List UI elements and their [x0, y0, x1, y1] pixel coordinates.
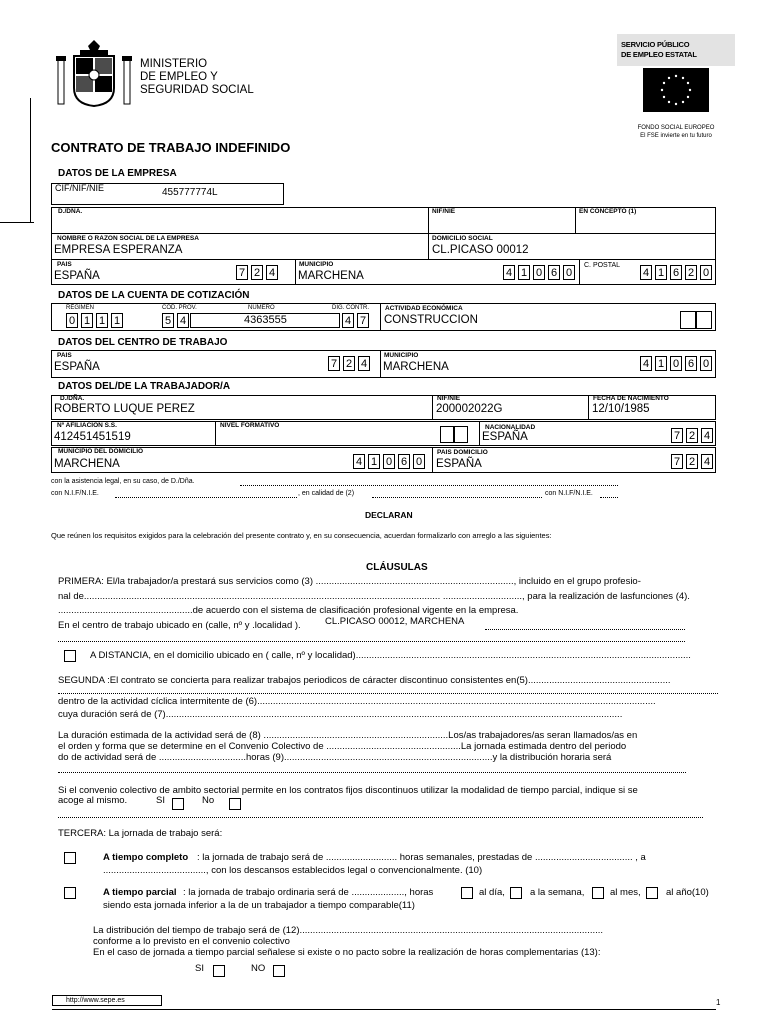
distribucion-line-1: La distribución del tiempo de trabajo será de (12)...................................................................................................................: [93, 925, 604, 936]
empresa-nif-label: NIF/NIE: [432, 208, 456, 215]
con-nif-fill: [115, 497, 297, 498]
regimen-digit: 1: [111, 313, 123, 328]
cpostal-digit: 4: [640, 265, 652, 280]
al-mes-label: al mes,: [610, 887, 641, 898]
code-digit: 6: [685, 356, 697, 371]
calidad-text: , en calidad de (2): [298, 490, 355, 497]
code-digit: 6: [548, 265, 560, 280]
dig-digit: 7: [357, 313, 369, 328]
regimen-label: RÉGIMEN: [66, 305, 95, 311]
declaran-heading: DECLARAN: [365, 510, 413, 520]
duracion-line-3: do de actividad será de .................................horas (9)...............................................................................y la distribución horaria será: [58, 752, 612, 763]
clausulas-heading: CLÁUSULAS: [366, 562, 428, 573]
duracion-line-2: el orden y forma que se determine en el Convenio Colectivo de ...................................................La jornada estimada dentro del periodo: [58, 741, 627, 752]
divider: [428, 207, 429, 234]
al-ano-label: al año(10): [666, 887, 709, 898]
distancia-text: A DISTANCIA, en el domicilio ubicado en ( calle, nº y localidad)...............................................................................................................................: [90, 650, 691, 661]
completo-checkbox[interactable]: [64, 852, 76, 864]
convenio-line-1: Si el convenio colectivo de ambito sectorial permite en los contratos fijos discontinuos utilizar la modalidad de tiempo parcial, indique si se: [58, 785, 638, 796]
code-digit: 2: [686, 454, 698, 469]
code-digit: 0: [700, 356, 712, 371]
regimen-digit: 1: [96, 313, 108, 328]
empresa-pais-value[interactable]: ESPAÑA: [54, 270, 100, 282]
pais-dom-value[interactable]: ESPAÑA: [436, 458, 482, 470]
margin-line: [30, 98, 31, 222]
cpostal-label: C. POSTAL: [584, 262, 621, 269]
completo-title: A tiempo completo: [103, 852, 189, 863]
ministry-name: MINISTERIO DE EMPLEO Y SEGURIDAD SOCIAL: [140, 58, 254, 96]
complementarias-text: En el caso de jornada a tiempo parcial señalese si existe o no pacto sobre la realización de horas complementarias (13):: [93, 947, 601, 958]
parcial-dia-checkbox[interactable]: [461, 887, 473, 899]
con-nif-text-2: con N.I.F/N.I.E.: [545, 490, 593, 497]
divider: [432, 395, 433, 420]
parcial-title: A tiempo parcial: [103, 887, 177, 898]
parcial-ano-checkbox[interactable]: [646, 887, 658, 899]
actividad-code-cell: [680, 311, 696, 329]
divider: [380, 303, 381, 331]
code-digit: 4: [503, 265, 515, 280]
centro-pais-label: PAIS: [57, 352, 72, 359]
numero-value[interactable]: 4363555: [244, 314, 287, 326]
centro-municipio-label: MUNICIPIO: [384, 352, 419, 359]
divider: [579, 259, 580, 285]
convenio-no-checkbox[interactable]: [229, 798, 241, 810]
razon-value[interactable]: EMPRESA ESPERANZA: [54, 244, 183, 256]
completo-line-2: ......................................., con los descansos establecidos legal o convencionalmente. (10): [103, 865, 483, 876]
code-digit: 4: [353, 454, 365, 469]
trabajador-nif-label: NIF/NIE: [437, 395, 461, 402]
code-digit: 1: [655, 356, 667, 371]
cpostal-digit: 1: [655, 265, 667, 280]
footer-line: [52, 1009, 716, 1010]
footer-url[interactable]: http://www.sepe.es: [66, 997, 125, 1004]
segunda-fill: [58, 693, 718, 694]
centro-direccion[interactable]: CL.PICASO 00012, MARCHENA: [325, 616, 465, 627]
segunda-line-1: SEGUNDA :El contrato se concierta para realizar trabajos periodicos de cáracter discontinuo consistentes en(5)......................................................: [58, 675, 671, 686]
si2-label: SI: [195, 963, 204, 974]
numero-label: NÚMERO: [248, 305, 275, 311]
convenio-si-label: SI: [156, 795, 165, 806]
domicilio-value[interactable]: CL.PICASO 00012: [432, 244, 529, 256]
fse-caption: FONDO SOCIAL EUROPEO El FSE invierte en tu futuro: [637, 125, 715, 139]
actividad-value[interactable]: CONSTRUCCION: [384, 314, 478, 326]
afiliacion-label: Nº AFILIACION S.S.: [57, 422, 117, 429]
duracion-line-1: La duración estimada de la actividad será de (8) ......................................................................Los/as trabajadores/as seran llamados/as en: [58, 730, 638, 741]
cif-value[interactable]: 455777774L: [162, 187, 218, 198]
code-digit: 0: [383, 454, 395, 469]
parcial-mes-checkbox[interactable]: [592, 887, 604, 899]
eu-flag-icon: [643, 68, 709, 112]
primera-fill-2: [58, 641, 685, 642]
completo-line-1: : la jornada de trabajo será de ........................... horas semanales, prestadas de ..................................... , a: [197, 852, 646, 863]
complementarias-no-checkbox[interactable]: [273, 965, 285, 977]
cpostal-digit: 6: [670, 265, 682, 280]
divider: [432, 447, 433, 473]
con-nif-fill-2: [600, 497, 618, 498]
coat-of-arms-logo: [54, 38, 134, 110]
afiliacion-value[interactable]: 412451451519: [54, 431, 131, 443]
centro-municipio-value[interactable]: MARCHENA: [383, 361, 449, 373]
primera-line-4: En el centro de trabajo ubicado en (calle, nº y .localidad ).: [58, 620, 301, 631]
page-title: CONTRATO DE TRABAJO INDEFINIDO: [51, 140, 291, 155]
tercera-text: TERCERA: La jornada de trabajo será:: [58, 828, 223, 839]
distribucion-line-2: conforme a lo previsto en el convenio colectivo: [93, 936, 290, 947]
cpostal-digit: 0: [700, 265, 712, 280]
nacionalidad-label: NACIONALIDAD: [485, 424, 536, 431]
prov-digit: 4: [177, 313, 189, 328]
con-nif-text: con N.I.F/N.I.E.: [51, 490, 99, 497]
distancia-checkbox[interactable]: [64, 650, 76, 662]
no2-label: NO: [251, 963, 266, 974]
fecha-value[interactable]: 12/10/1985: [592, 403, 650, 415]
code-digit: 6: [398, 454, 410, 469]
code-digit: 1: [368, 454, 380, 469]
section-title-empresa: DATOS DE LA EMPRESA: [58, 168, 177, 179]
empresa-dna-label: D./DÑA.: [58, 208, 83, 215]
dig-digit: 4: [342, 313, 354, 328]
a-la-semana-label: a la semana,: [530, 887, 585, 898]
al-dia-label: al día,: [479, 887, 505, 898]
primera-fill: [485, 629, 685, 630]
section-title-trabajador: DATOS DEL/DE LA TRABAJADOR/A: [58, 381, 231, 392]
trabajador-dna-label: D./DÑA.: [60, 395, 85, 402]
code-digit: 1: [518, 265, 530, 280]
code-digit: 4: [266, 265, 278, 280]
nivel-cell: [454, 426, 468, 443]
code-digit: 4: [701, 454, 713, 469]
nivel-label: NIVEL FORMATIVO: [220, 422, 280, 429]
segunda-line-3: cuya duración será de (7).............................................................................................................................................................................: [58, 709, 623, 720]
cpostal-digit: 2: [685, 265, 697, 280]
code-digit: 0: [533, 265, 545, 280]
complementarias-si-checkbox[interactable]: [213, 965, 225, 977]
primera-line-3: ...................................................de acuerdo con el sistema de clasificación profesional vigente en la empresa.: [58, 605, 519, 616]
convenio-no-label: No: [202, 795, 215, 806]
mun-dom-label: MUNICIPIO DEL DOMICILIO: [58, 448, 144, 455]
parcial-checkbox[interactable]: [64, 887, 76, 899]
code-digit: 7: [671, 428, 683, 443]
pais-dom-label: PAIS DOMICILIO: [437, 449, 488, 456]
section-title-centro: DATOS DEL CENTRO DE TRABAJO: [58, 337, 228, 348]
duracion-fill: [58, 772, 686, 773]
empresa-pais-label: PAIS: [57, 261, 72, 268]
dig-label: DIG. CONTR.: [332, 305, 369, 311]
reunen-text: Que reúnen los requisitos exigidos para la celebración del presente contrato y, en su consecuencia, acuerdan formalizarlo con arreglo a las siguientes:: [51, 531, 552, 540]
prov-label: COD. PROV.: [162, 305, 197, 311]
parcial-line-2: siendo esta jornada inferior a la de un trabajador a tiempo comparable(11): [103, 900, 415, 911]
trabajador-nif[interactable]: 200002022G: [436, 403, 503, 415]
code-digit: 0: [413, 454, 425, 469]
convenio-fill: [58, 817, 703, 818]
code-digit: 7: [236, 265, 248, 280]
code-digit: 0: [563, 265, 575, 280]
asistencia-fill: [240, 485, 618, 486]
code-digit: 2: [686, 428, 698, 443]
nacionalidad-value[interactable]: ESPAÑA: [482, 431, 528, 443]
convenio-si-checkbox[interactable]: [172, 798, 184, 810]
domicilio-label: DOMICILIO SOCIAL: [432, 235, 493, 242]
code-digit: 0: [670, 356, 682, 371]
prov-digit: 5: [162, 313, 174, 328]
mun-dom-value[interactable]: MARCHENA: [54, 458, 120, 470]
divider: [575, 207, 576, 234]
parcial-line-1: : la jornada de trabajo ordinaria será de ...................., horas: [183, 887, 434, 898]
regimen-digit: 1: [81, 313, 93, 328]
trabajador-nombre[interactable]: ROBERTO LUQUE PEREZ: [54, 403, 195, 415]
asistencia-text: con la asistencia legal, en su caso, de D./Dña.: [51, 478, 195, 485]
code-digit: 2: [343, 356, 355, 371]
nivel-cell: [440, 426, 454, 443]
code-digit: 2: [251, 265, 263, 280]
regimen-digit: 0: [66, 313, 78, 328]
convenio-line-2: acoge al mismo.: [58, 795, 128, 806]
divider: [295, 259, 296, 285]
divider: [215, 421, 216, 446]
code-digit: 7: [328, 356, 340, 371]
actividad-code-cell: [696, 311, 712, 329]
divider: [588, 395, 589, 420]
parcial-semana-checkbox[interactable]: [510, 887, 522, 899]
divider: [380, 350, 381, 378]
sepe-logo: SERVICIO PÚBLICO DE EMPLEO ESTATAL: [617, 34, 735, 66]
margin-tick: [0, 222, 34, 223]
razon-label: NOMBRE O RAZON SOCIAL DE LA EMPRESA: [57, 235, 199, 242]
calidad-fill: [372, 497, 542, 498]
primera-line-2: nal de....................................................................................................................................... .............................., para la realización de lasfunciones (4).: [58, 591, 690, 602]
code-digit: 4: [701, 428, 713, 443]
fecha-label: FECHA DE NACIMIENTO: [593, 395, 669, 402]
empresa-municipio-value[interactable]: MARCHENA: [298, 270, 364, 282]
centro-pais-value[interactable]: ESPAÑA: [54, 361, 100, 373]
primera-line-1: PRIMERA: El/la trabajador/a prestará sus servicios como (3) ..........................................................................., incluido en el grupo profesio-: [58, 576, 641, 587]
cif-label: CIF/NIF/NIE: [55, 183, 104, 193]
page-number: 1: [716, 998, 721, 1007]
segunda-line-2: dentro de la actividad cíclica intermitente de (6).......................................................................................................................................................: [58, 696, 656, 707]
empresa-municipio-label: MUNICIPIO: [299, 261, 334, 268]
code-digit: 7: [671, 454, 683, 469]
divider: [428, 233, 429, 260]
actividad-label: ACTIVIDAD ECONÓMICA: [385, 305, 463, 312]
code-digit: 4: [640, 356, 652, 371]
code-digit: 4: [358, 356, 370, 371]
empresa-concepto-label: EN CONCEPTO (1): [579, 208, 637, 215]
section-title-cotizacion: DATOS DE LA CUENTA DE COTIZACIÓN: [58, 290, 250, 301]
